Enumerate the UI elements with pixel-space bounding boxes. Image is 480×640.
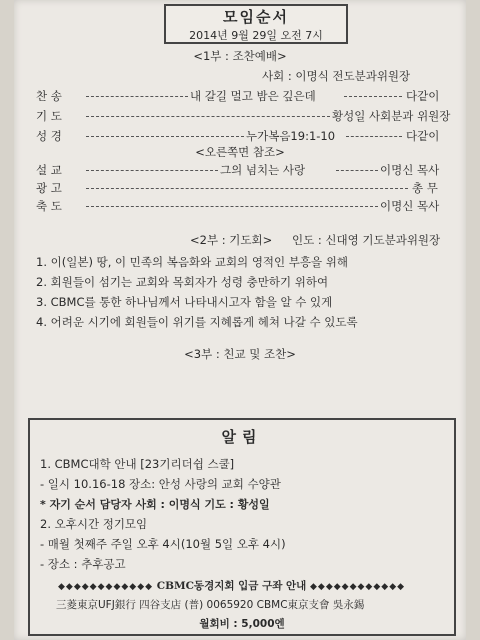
prayer-item: 2. 회원들이 섬기는 교회와 목회자가 성령 충만하기 위하여 xyxy=(36,275,329,289)
leader-line xyxy=(86,136,244,138)
scripture-reader: 다같이 xyxy=(406,129,440,143)
notice-line: 1. CBMC대학 안내 [23기리더쉽 스쿨] xyxy=(40,457,235,471)
leader-line xyxy=(86,96,188,98)
notice-line: - 일시 10.16-18 장소: 안성 사랑의 교회 수양관 xyxy=(40,477,281,491)
leader-line xyxy=(86,206,378,208)
leader-line xyxy=(336,170,378,172)
notice-line: 2. 오후시간 정기모임 xyxy=(40,517,148,531)
hymn-leader: 다같이 xyxy=(406,89,440,103)
part3-heading: <3부 : 친교 및 조찬> xyxy=(184,347,296,361)
hymn-title: 내 갈길 멀고 밤은 깊은데 xyxy=(190,89,316,103)
title-box xyxy=(164,4,348,44)
benediction-by: 이명신 목사 xyxy=(380,199,440,213)
program-page xyxy=(14,0,466,640)
row-label-benediction: 축 도 xyxy=(36,199,62,213)
row-label-announcement: 광 고 xyxy=(36,181,62,195)
notice-line: - 매월 첫째주 주일 오후 4시(10월 5일 오후 4시) xyxy=(40,537,286,551)
leader-line xyxy=(86,188,408,190)
leader-line xyxy=(86,116,330,118)
announcement-by: 총 무 xyxy=(412,181,438,195)
prayer-leader: 황성일 사회분과 위원장 xyxy=(332,109,451,123)
prayer-item: 4. 어려운 시기에 회원들이 위기를 지혜롭게 헤쳐 나갈 수 있도록 xyxy=(36,315,358,329)
scripture-reference: 누가복음19:1-10 xyxy=(246,129,336,143)
page-title: 모임순서 xyxy=(223,8,289,26)
prayer-item: 3. CBMC를 통한 하나님께서 나타내시고자 함을 알 수 있게 xyxy=(36,295,333,309)
monthly-fee: 월회비 : 5,000엔 xyxy=(199,618,285,630)
account-details: 三菱東京UFJ銀行 四谷支店 (普) 0065920 CBMC東京支會 吳永錫 xyxy=(56,599,365,611)
event-date: 2014년 9월 29일 오전 7시 xyxy=(189,29,323,42)
notice-box xyxy=(28,418,456,636)
row-label-prayer: 기 도 xyxy=(36,109,62,123)
row-label-scripture: 성 경 xyxy=(36,129,62,143)
prayer-item: 1. 이(일본) 땅, 이 민족의 복음화와 교회의 영적인 부흥을 위해 xyxy=(36,255,349,269)
part1-presider: 사회 : 이명식 전도분과위원장 xyxy=(262,69,411,83)
part2-heading: <2부 : 기도회> xyxy=(190,233,273,247)
reference-note: <오른쪽면 참조> xyxy=(195,145,285,159)
notice-line: - 장소 : 추후공고 xyxy=(40,557,126,571)
sermon-title: 그의 넘치는 사랑 xyxy=(220,163,306,177)
notice-line: * 자기 순서 담당자 사회 : 이명식 기도 : 황성일 xyxy=(40,498,270,511)
leader-line xyxy=(86,170,218,172)
row-label-hymn: 찬 송 xyxy=(36,89,62,103)
sermon-preacher: 이명신 목사 xyxy=(380,163,440,177)
notice-title: 알림 xyxy=(221,428,263,446)
leader-line xyxy=(344,96,402,98)
row-label-sermon: 설 교 xyxy=(36,163,62,177)
diamond-ornament: ◆◆◆◆◆◆◆◆◆◆◆◆ xyxy=(309,582,406,592)
part2-leader: 인도 : 신대영 기도분과위원장 xyxy=(292,233,441,247)
account-heading-row xyxy=(58,578,405,593)
part1-heading: <1부 : 조찬예배> xyxy=(193,49,287,63)
leader-line xyxy=(346,136,402,138)
diamond-ornament: ◆◆◆◆◆◆◆◆◆◆◆◆ xyxy=(58,582,154,592)
account-heading: CBMC동경지회 입금 구좌 안내 xyxy=(156,580,307,592)
